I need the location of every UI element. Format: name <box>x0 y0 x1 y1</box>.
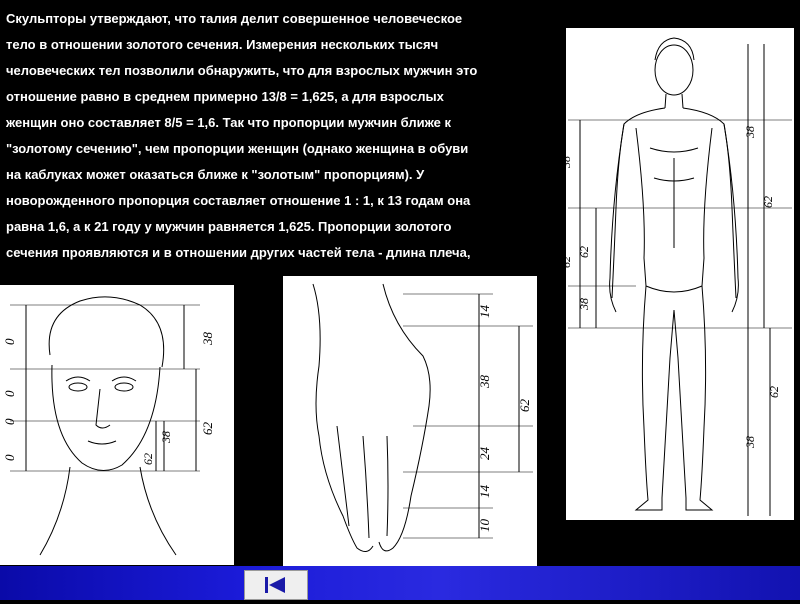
hand-label-1: 14 <box>477 305 492 318</box>
text-line: отношение равно в среднем примерно 13/8 = 1,625, а для взрослых <box>6 89 444 104</box>
hand-drawing <box>283 276 537 570</box>
hand-proportions-figure <box>283 276 537 570</box>
face-label-right-1: 38 <box>200 332 215 345</box>
body-label-right-1: 38 <box>743 126 757 138</box>
body-label-left-2: 62 <box>559 256 573 268</box>
face-label-right-4: 62 <box>141 453 155 465</box>
body-label-right-3: 62 <box>767 386 781 398</box>
body-label-left-1: 38 <box>559 156 573 168</box>
hand-label-6: 62 <box>517 399 532 412</box>
face-label-left-3: 0 <box>2 418 17 425</box>
face-drawing <box>0 285 234 565</box>
bottom-bar <box>0 566 800 600</box>
face-label-left-2: 0 <box>2 390 17 397</box>
hand-label-2: 38 <box>477 375 492 388</box>
first-slide-icon <box>245 571 307 599</box>
first-slide-button[interactable] <box>244 570 308 600</box>
text-line: человеческих тел позволили обнаружить, что для взрослых мужчин это <box>6 63 478 78</box>
hand-label-3: 24 <box>477 447 492 460</box>
face-label-right-3: 38 <box>159 431 173 443</box>
face-label-left-4: 0 <box>2 454 17 461</box>
face-proportions-figure <box>0 285 234 565</box>
body-label-left-4: 38 <box>577 298 591 310</box>
description-text <box>6 6 551 266</box>
text-line: равна 1,6, а к 21 году у мужчин равняется 1,625. Пропорции золотого <box>6 219 452 234</box>
body-label-left-3: 62 <box>577 246 591 258</box>
text-line: новорожденного пропорция составляет отношение 1 : 1, к 13 годам она <box>6 193 471 208</box>
text-line: Скульпторы утверждают, что талия делит совершенное человеческое <box>6 11 463 26</box>
face-label-right-2: 62 <box>200 422 215 435</box>
body-label-right-4: 38 <box>743 436 757 448</box>
text-line: тело в отношении золотого сечения. Измерения нескольких тысяч <box>6 37 439 52</box>
text-line: "золотому сечению", чем пропорции женщин (однако женщина в обуви <box>6 141 469 156</box>
text-line: сечения проявляются и в отношении других частей тела - длина плеча, <box>6 245 471 260</box>
face-label-left-1: 0 <box>2 338 17 345</box>
body-proportions-figure <box>559 28 794 520</box>
text-line: женщин оно составляет 8/5 = 1,6. Так что пропорции мужчин ближе к <box>6 115 452 130</box>
hand-label-5: 10 <box>477 519 492 532</box>
body-label-right-2: 62 <box>761 196 775 208</box>
body-drawing <box>559 28 794 520</box>
hand-label-4: 14 <box>477 485 492 498</box>
text-line: на каблуках может оказаться ближе к "золотым" пропорциям). У <box>6 167 425 182</box>
